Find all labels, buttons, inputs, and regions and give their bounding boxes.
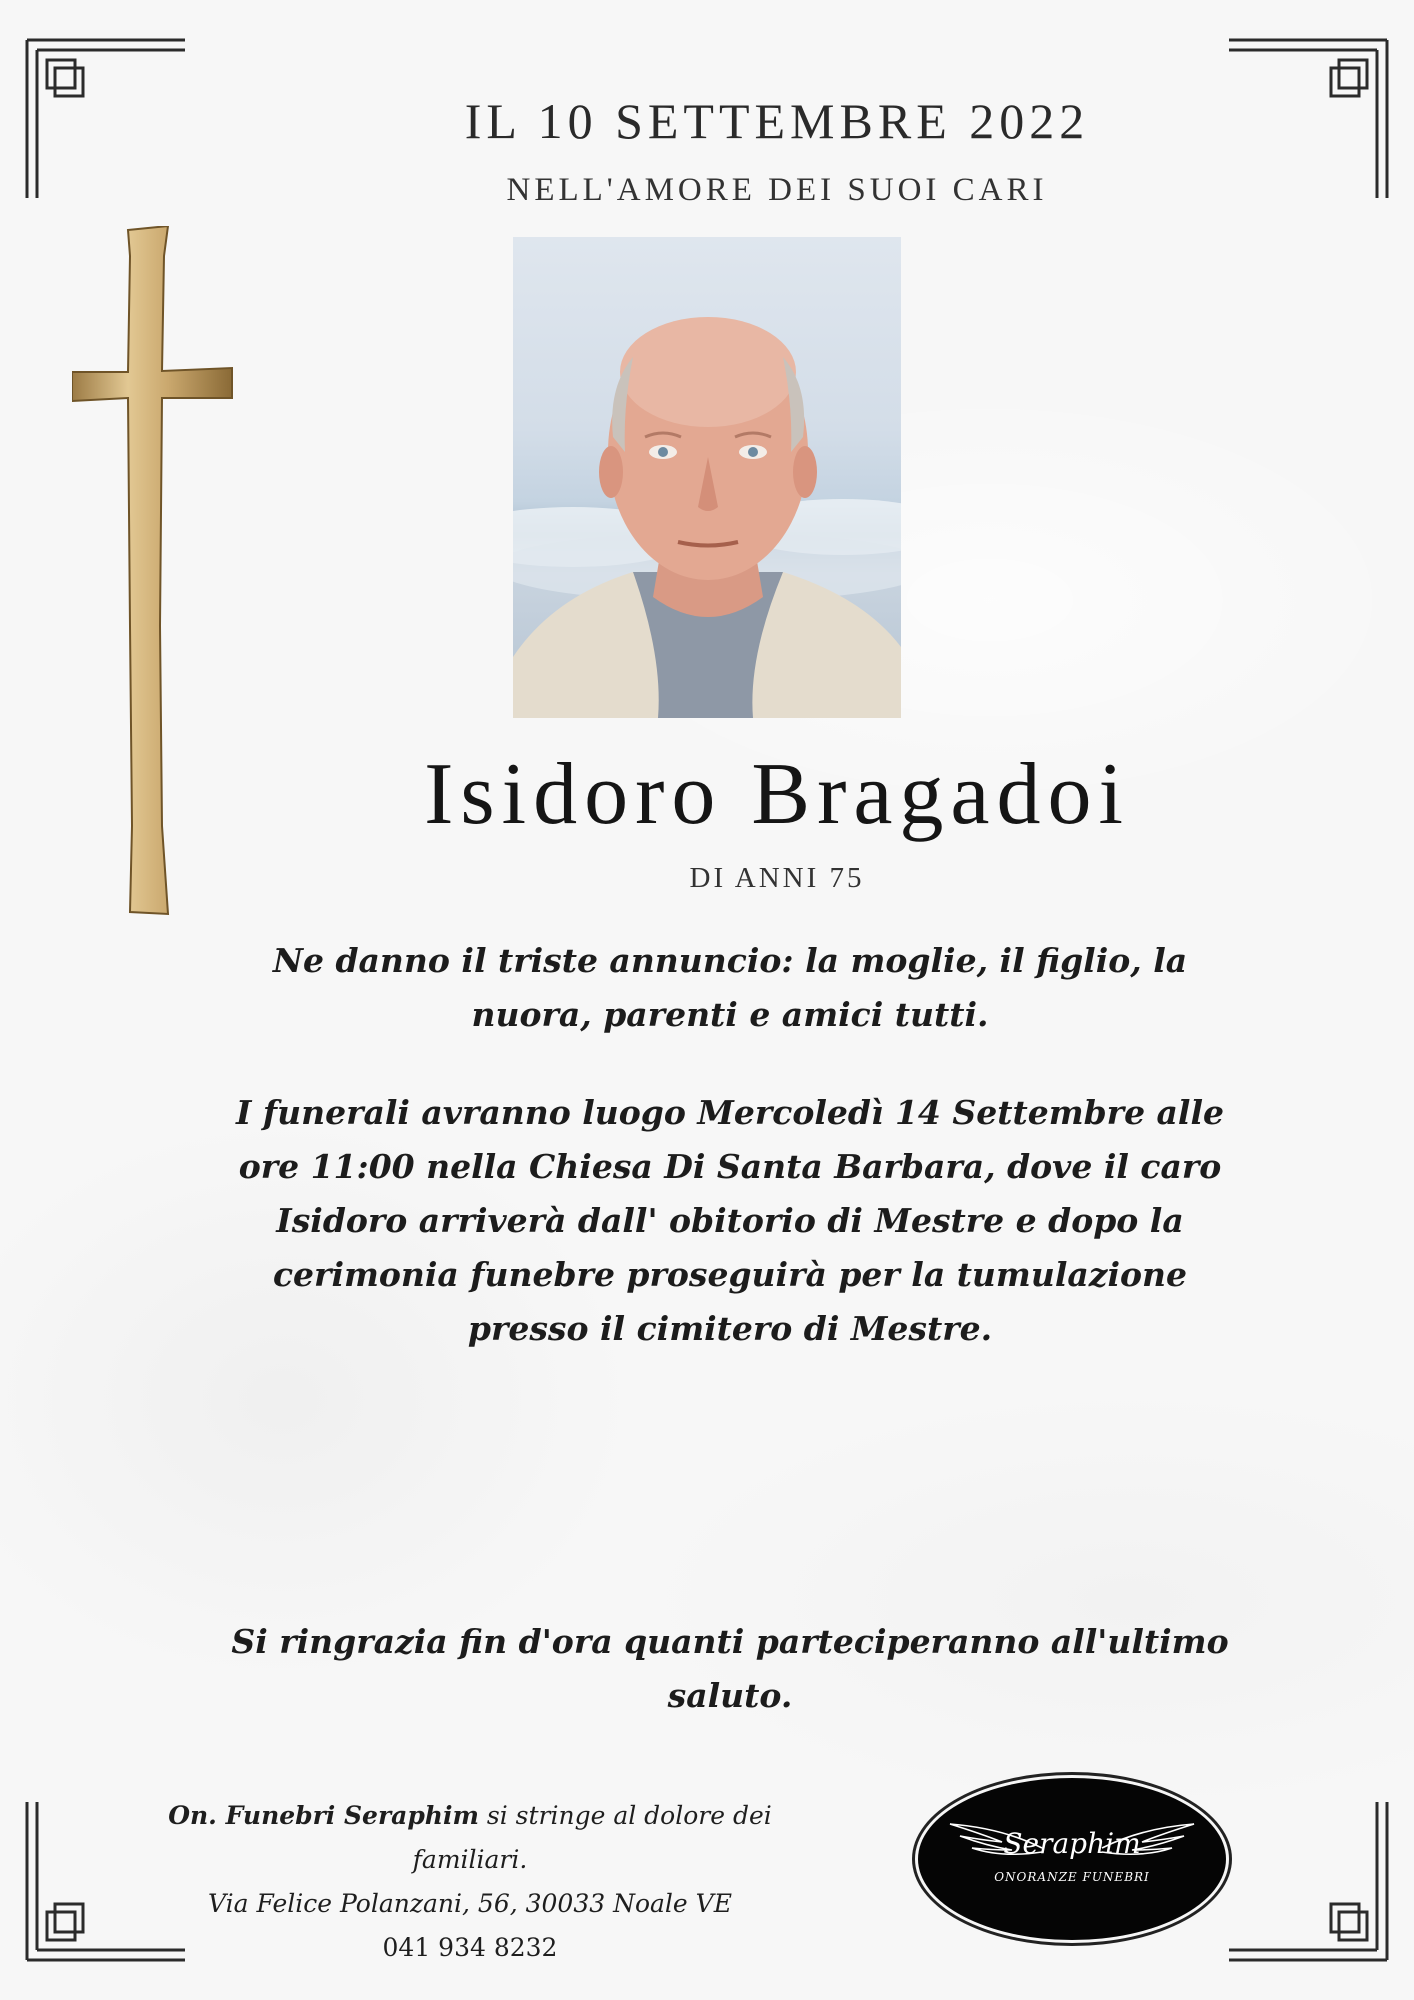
condolence-line bbox=[140, 1794, 800, 1882]
condolence-text: si stringe al dolore dei familiari. bbox=[412, 1801, 772, 1874]
firm-phone: 041 934 8232 bbox=[382, 1933, 558, 1962]
firm-name: On. Funebri Seraphim bbox=[168, 1801, 479, 1830]
deceased-age: DI ANNI 75 bbox=[689, 862, 865, 894]
announcement-text: Ne danno il triste annuncio: la moglie, il figlio, la nuora, parenti e amici tutti. bbox=[272, 941, 1188, 1034]
firm-address: Via Felice Polanzani, 56, 30033 Noale VE bbox=[208, 1889, 732, 1918]
deceased-name: Isidoro Bragadoi bbox=[424, 746, 1130, 843]
death-date: IL 10 SETTEMBRE 2022 bbox=[464, 93, 1090, 149]
logo-tagline: ONORANZE FUNEBRI bbox=[994, 1869, 1150, 1884]
funeral-home-footer bbox=[140, 1794, 800, 1970]
corner-ornament-icon bbox=[1229, 1802, 1389, 1962]
thanks-text: Si ringrazia fin d'ora quanti parteciperanno all'ultimo saluto. bbox=[231, 1622, 1229, 1715]
subtitle: NELL'AMORE DEI SUOI CARI bbox=[506, 172, 1048, 208]
seraphim-logo bbox=[918, 1778, 1226, 1940]
portrait-photo bbox=[513, 237, 901, 718]
logo-brand: Seraphim bbox=[1003, 1826, 1141, 1860]
funeral-details-text: I funerali avranno luogo Mercoledì 14 Settembre alle ore 11:00 nella Chiesa Di Santa Barbara, dove il caro Isidoro arriverà dall' obitorio di Mestre e dopo la cerimonia funebre proseguirà per la tumulazione presso il cimitero di Mestre. bbox=[235, 1093, 1225, 1348]
